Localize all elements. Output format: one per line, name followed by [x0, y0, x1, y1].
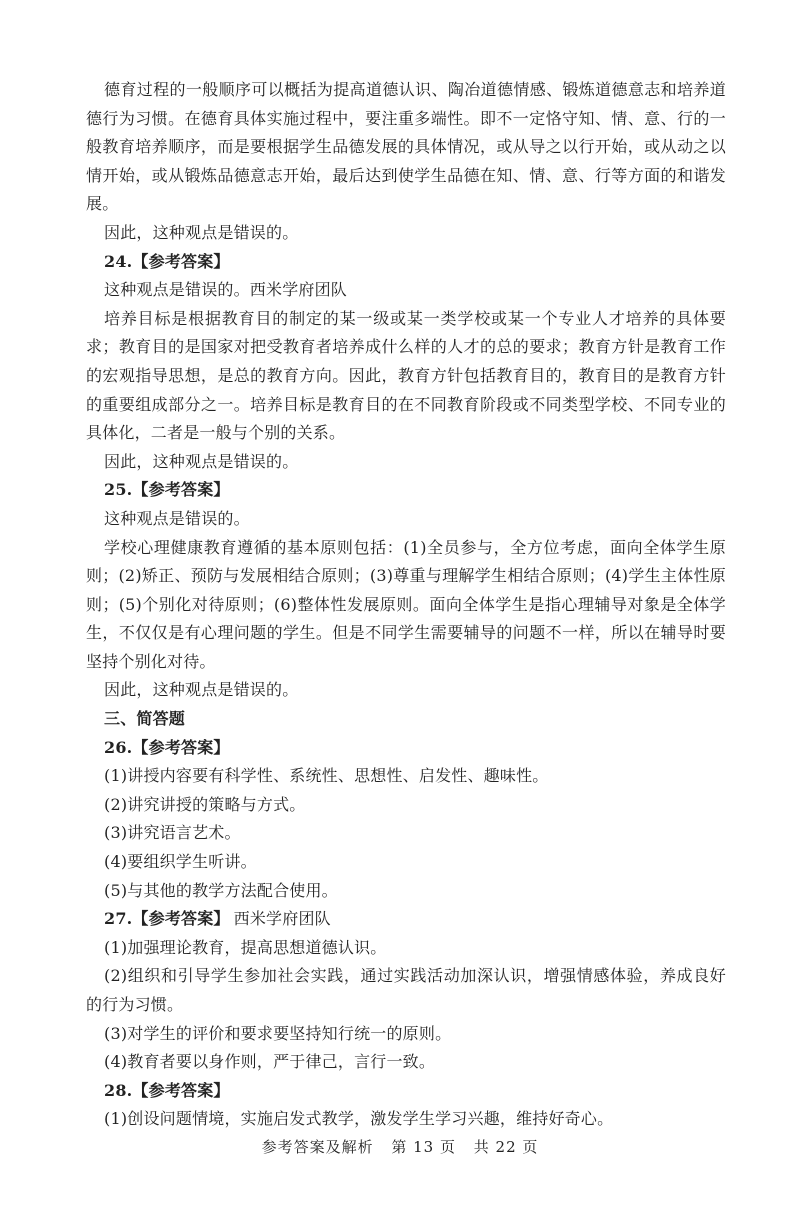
list-item: (5)与其他的教学方法配合使用。 [104, 880, 338, 900]
paragraph: 德育过程的一般顺序可以概括为提高道德认识、陶冶道德情感、锻炼道德意志和培养道德行为习惯。在德育具体实施过程中，要注重多端性。即不一定恪守知、情、意、行的一般教育培养顺序，而是要根据学生品德发展的具体情况，或从导之以行开始，或从动之以情开始，或从锻炼品德意志开始，最后达到使学生品德在知、情、意、行等方面的和谐发展。 [86, 80, 726, 214]
list-item: (4)要组织学生听讲。 [104, 852, 257, 872]
answer-heading-27 [86, 905, 726, 934]
answer-heading-label: 27.【参考答案】 [104, 909, 230, 929]
footer-page-number: 第 13 页 [391, 1138, 456, 1156]
list-item: (3)讲究语言艺术。 [104, 823, 241, 843]
paragraph: 这种观点是错误的。 [104, 508, 250, 528]
answer-heading-28: 28.【参考答案】 [104, 1080, 230, 1100]
list-item: (1)加强理论教育，提高思想道德认识。 [104, 937, 387, 957]
list-item: (2)组织和引导学生参加社会实践，通过实践活动加深认识，增强情感体验，养成良好的行为习惯。 [86, 966, 726, 1014]
paragraph: 培养目标是根据教育目的制定的某一级或某一类学校或某一个专业人才培养的具体要求；教育目的是国家对把受教育者培养成什么样的人才的总的要求；教育方针是教育工作的宏观指导思想，是总的教育方向。因此，教育方针包括教育目的，教育目的是教育方针的重要组成部分之一。培养目标是教育目的在不同教育阶段或不同类型学校、不同专业的具体化，二者是一般与个别的关系。 [86, 308, 726, 443]
watermark-note: 西米学府团队 [233, 909, 331, 929]
answer-heading-24: 24.【参考答案】 [104, 251, 230, 271]
paragraph: 因此，这种观点是错误的。 [104, 222, 299, 242]
footer-total-pages: 共 22 页 [473, 1138, 539, 1156]
paragraph: 因此，这种观点是错误的。 [104, 680, 299, 700]
answer-heading-26: 26.【参考答案】 [104, 737, 230, 757]
paragraph: 因此，这种观点是错误的。 [104, 451, 299, 471]
footer-title: 参考答案及解析 [261, 1138, 374, 1156]
list-item: (4)教育者要以身作则，严于律己，言行一致。 [104, 1052, 436, 1072]
page-footer [0, 1136, 800, 1157]
list-item: (1)讲授内容要有科学性、系统性、思想性、启发性、趣味性。 [104, 766, 549, 786]
list-item: (2)讲究讲授的策略与方式。 [104, 794, 306, 814]
list-item: (1)创设问题情境，实施启发式教学，激发学生学习兴趣，维持好奇心。 [104, 1109, 614, 1129]
list-item: (3)对学生的评价和要求要坚持知行统一的原则。 [104, 1023, 452, 1043]
paragraph: 这种观点是错误的。西米学府团队 [104, 280, 348, 300]
paragraph: 学校心理健康教育遵循的基本原则包括：(1)全员参与，全方位考虑，面向全体学生原则；(2)矫正、预防与发展相结合原则；(3)尊重与理解学生相结合原则；(4)学生主体性原则；(5)个别化对待原则；(6)整体性发展原则。面向全体学生是指心理辅导对象是全体学生，不仅仅是有心理问题的学生。但是不同学生需要辅导的问题不一样，所以在辅导时要坚持个别化对待。 [86, 537, 726, 671]
answer-heading-25: 25.【参考答案】 [104, 480, 230, 500]
page-content [86, 76, 726, 1134]
section-heading: 三、简答题 [104, 709, 186, 729]
